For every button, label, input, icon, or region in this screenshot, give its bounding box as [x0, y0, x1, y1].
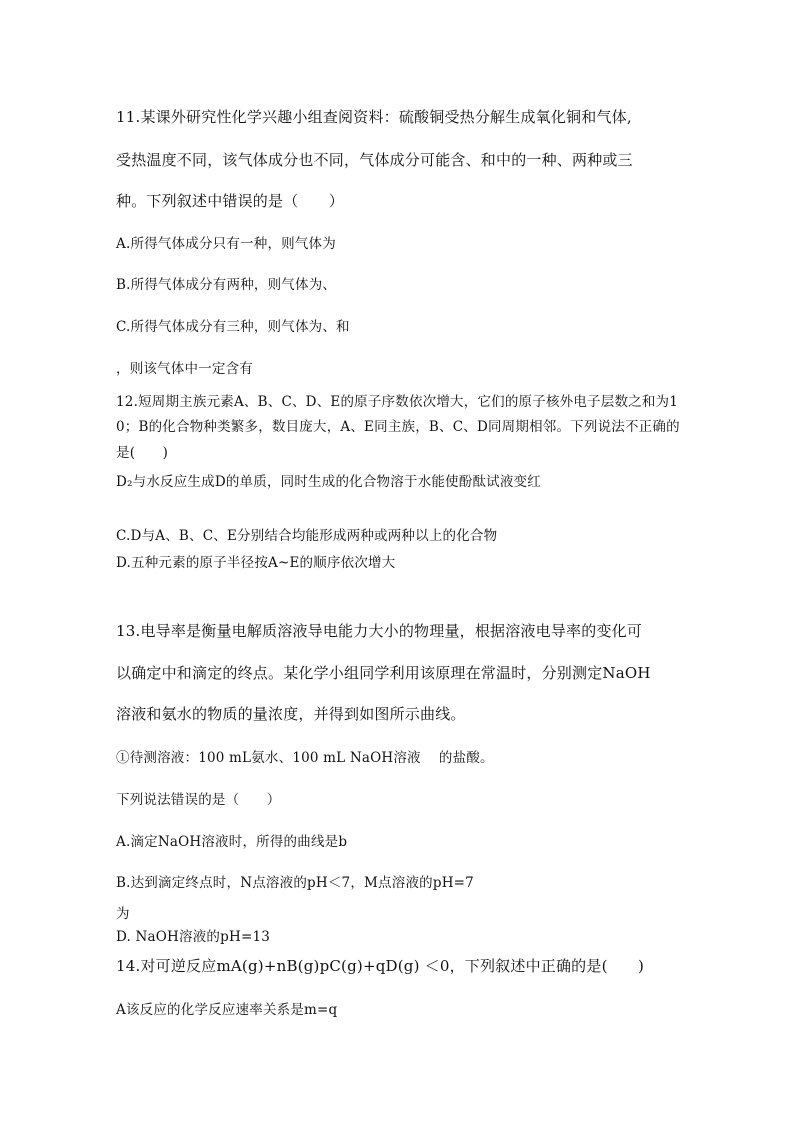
- q11-stem-line3: 种。下列叙述中错误的是（ ）: [116, 192, 345, 210]
- q13-stem-line1: 13.电导率是衡量电解质溶液导电能力大小的物理量，根据溶液电导率的变化可: [116, 622, 643, 640]
- q12-option-c: C.D与A、B、C、E分别结合均能形成两种或两种以上的化合物: [116, 528, 498, 544]
- q11-option-d: ，则该气体中一定含有: [116, 361, 253, 377]
- q12-stem-line3: 是( ): [116, 445, 169, 461]
- q11-option-b: B.所得气体成分有两种，则气体为、: [116, 277, 337, 293]
- q11-stem-line1: 11.某课外研究性化学兴趣小组查阅资料：硫酸铜受热分解生成氧化铜和气体,: [116, 108, 632, 126]
- q12-stem-line1: 12.短周期主族元素A、B、C、D、E的原子序数依次增大，它们的原子核外电子层数之和为1: [116, 394, 679, 410]
- q12-option-b-text: D₂与水反应生成D的单质，同时生成的化合物溶于水能使酚酞试液变红: [116, 474, 541, 490]
- q13-option-a: A.滴定NaOH溶液时，所得的曲线是b: [116, 834, 348, 850]
- q13-stem-line2: 以确定中和滴定的终点。某化学小组同学利用该原理在常温时，分别测定NaOH: [116, 664, 651, 682]
- q12-stem-line2: 0；B的化合物种类繁多，数目庞大，A、E同主族，B、C、D同周期相邻。下列说法不正确的: [116, 419, 680, 435]
- q14-stem-line1: 14.对可逆反应mA(g)+nB(g)pC(g)+qD(g) ＜0，下列叙述中正确的是( ): [116, 957, 645, 975]
- q13-question: 下列说法错误的是（ ）: [116, 792, 281, 808]
- q13-stem-line3: 溶液和氨水的物质的量浓度，并得到如图所示曲线。: [116, 705, 466, 723]
- q13-condition: ①待测溶液：100 mL氨水、100 mL NaOH溶液 的盐酸。: [116, 750, 494, 766]
- q14-option-a: A该反应的化学反应速率关系是m=q: [116, 1002, 338, 1018]
- q13-option-d: D. NaOH溶液的pH=13: [116, 929, 271, 945]
- q11-option-a: A.所得气体成分只有一种，则气体为: [116, 236, 336, 252]
- q11-stem-line2: 受热温度不同，该气体成分也不同，气体成分可能含、和中的一种、两种或三: [116, 151, 633, 169]
- q12-option-d: D.五种元素的原子半径按A~E的顺序依次增大: [116, 555, 396, 571]
- q13-option-b: B.达到滴定终点时，N点溶液的pH＜7，M点溶液的pH=7: [116, 875, 474, 891]
- q11-option-c: C.所得气体成分有三种，则气体为、和: [116, 319, 350, 335]
- q13-fragment: 为: [116, 906, 130, 922]
- q12-option-b: [116, 470, 541, 490]
